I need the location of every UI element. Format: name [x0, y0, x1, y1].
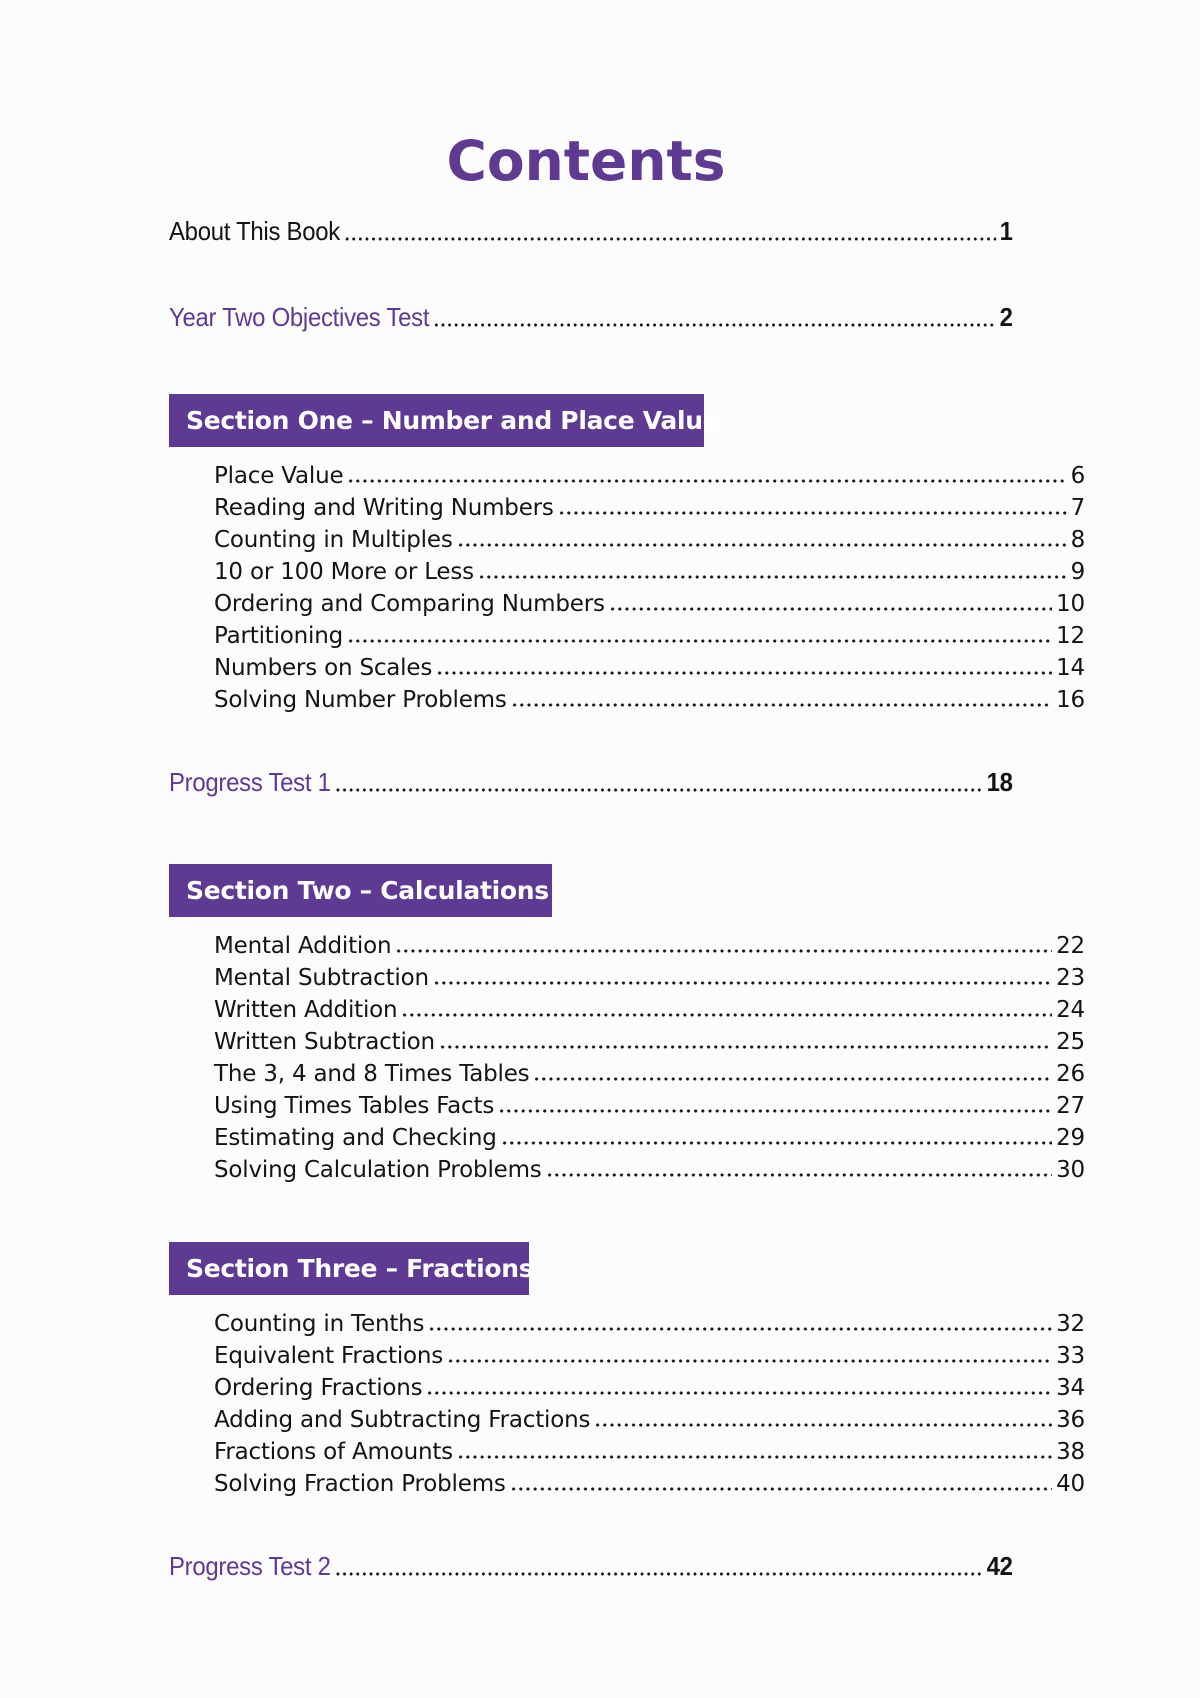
toc-entry-page: 14 [1056, 655, 1085, 681]
toc-entry-page: 40 [1056, 1471, 1085, 1497]
toc-entry[interactable] [214, 1471, 1085, 1497]
leader-dots [501, 1125, 1053, 1146]
toc-entry-label: The 3, 4 and 8 Times Tables [214, 1061, 530, 1087]
leader-dots [594, 1407, 1052, 1428]
toc-entry-label: Progress Test 2 [169, 1551, 331, 1581]
toc-entry-label: Numbers on Scales [214, 655, 433, 681]
toc-entry[interactable] [214, 591, 1085, 617]
toc-entry[interactable] [214, 997, 1085, 1023]
toc-entry-page: 26 [1056, 1061, 1085, 1087]
toc-entry-label: Written Addition [214, 997, 398, 1023]
toc-entry-about-this-book[interactable] [169, 216, 1013, 247]
toc-entry-page: 38 [1056, 1439, 1085, 1465]
toc-entry-label: Counting in Multiples [214, 527, 453, 553]
toc-entry-label: Place Value [214, 463, 344, 489]
leader-dots [533, 1061, 1052, 1082]
leader-dots [447, 1343, 1052, 1364]
toc-entry-page: 10 [1056, 591, 1085, 617]
toc-entry-page: 32 [1056, 1311, 1085, 1337]
leader-dots [457, 527, 1067, 548]
leader-dots [436, 655, 1052, 676]
toc-entry-page: 34 [1056, 1375, 1085, 1401]
toc-entry-label: Mental Addition [214, 933, 392, 959]
toc-entry-label: Solving Calculation Problems [214, 1157, 542, 1183]
toc-entry-label: Using Times Tables Facts [214, 1093, 495, 1119]
leader-dots [433, 305, 996, 328]
toc-entry-page: 1 [999, 216, 1013, 246]
toc-entry[interactable] [214, 687, 1085, 713]
leader-dots [510, 1471, 1052, 1492]
toc-entry-page: 33 [1056, 1343, 1085, 1369]
toc-entry[interactable] [214, 1061, 1085, 1087]
leader-dots [401, 997, 1052, 1018]
toc-entry-objectives-test[interactable] [169, 302, 1013, 333]
leader-dots [546, 1157, 1053, 1178]
page-title: Contents [446, 128, 726, 193]
toc-entry-label: Solving Number Problems [214, 687, 507, 713]
toc-entry-label: Ordering Fractions [214, 1375, 423, 1401]
section-header-two: Section Two – Calculations [169, 864, 552, 917]
toc-entry-page: 22 [1056, 933, 1085, 959]
leader-dots [395, 933, 1052, 954]
toc-entry-label: Fractions of Amounts [214, 1439, 453, 1465]
leader-dots [433, 965, 1052, 986]
toc-entry[interactable] [214, 495, 1085, 521]
toc-entry[interactable] [214, 1093, 1085, 1119]
toc-entry-page: 27 [1056, 1093, 1085, 1119]
toc-entry[interactable] [214, 527, 1085, 553]
toc-entry-page: 9 [1070, 559, 1085, 585]
toc-entry-label: Reading and Writing Numbers [214, 495, 554, 521]
toc-entry-label: Partitioning [214, 623, 344, 649]
toc-entry[interactable] [214, 559, 1085, 585]
toc-entry-label: Year Two Objectives Test [169, 302, 430, 332]
toc-entry-label: Counting in Tenths [214, 1311, 425, 1337]
toc-entry-page: 36 [1056, 1407, 1085, 1433]
toc-entry-progress-test-1[interactable] [169, 767, 1013, 798]
toc-entry-label: 10 or 100 More or Less [214, 559, 474, 585]
toc-entry-label: Progress Test 1 [169, 767, 331, 797]
leader-dots [558, 495, 1067, 516]
toc-entry-page: 29 [1056, 1125, 1085, 1151]
toc-entry-progress-test-2[interactable] [169, 1551, 1013, 1582]
toc-entry[interactable] [214, 1157, 1085, 1183]
section-header-three: Section Three – Fractions [169, 1242, 529, 1295]
toc-entry-page: 16 [1056, 687, 1085, 713]
toc-entry[interactable] [214, 655, 1085, 681]
toc-entry[interactable] [214, 463, 1085, 489]
leader-dots [439, 1029, 1052, 1050]
toc-entry-label: Solving Fraction Problems [214, 1471, 506, 1497]
toc-entry[interactable] [214, 1439, 1085, 1465]
toc-entry-label: Written Subtraction [214, 1029, 435, 1055]
toc-entry-page: 25 [1056, 1029, 1085, 1055]
leader-dots [334, 1554, 983, 1577]
toc-entry-page: 23 [1056, 965, 1085, 991]
leader-dots [428, 1311, 1052, 1332]
toc-entry-page: 30 [1056, 1157, 1085, 1183]
toc-entry-label: Mental Subtraction [214, 965, 429, 991]
leader-dots [344, 219, 996, 242]
toc-entry-page: 42 [986, 1551, 1013, 1581]
toc-entry[interactable] [214, 1407, 1085, 1433]
toc-entry-label: Ordering and Comparing Numbers [214, 591, 605, 617]
toc-entry[interactable] [214, 1343, 1085, 1369]
leader-dots [334, 770, 983, 793]
toc-entry-label: Estimating and Checking [214, 1125, 497, 1151]
leader-dots [457, 1439, 1052, 1460]
toc-entry[interactable] [214, 1375, 1085, 1401]
toc-entry-page: 18 [986, 767, 1013, 797]
leader-dots [498, 1093, 1052, 1114]
leader-dots [478, 559, 1067, 580]
toc-entry-page: 6 [1070, 463, 1085, 489]
toc-entry-label: Adding and Subtracting Fractions [214, 1407, 591, 1433]
toc-entry[interactable] [214, 1029, 1085, 1055]
leader-dots [511, 687, 1052, 708]
toc-entry[interactable] [214, 1311, 1085, 1337]
toc-entry[interactable] [214, 965, 1085, 991]
toc-entry-page: 2 [999, 302, 1013, 332]
toc-entry-page: 7 [1070, 495, 1085, 521]
toc-entry-label: Equivalent Fractions [214, 1343, 444, 1369]
toc-entry[interactable] [214, 1125, 1085, 1151]
leader-dots [347, 623, 1052, 644]
toc-entry-page: 8 [1070, 527, 1085, 553]
toc-entry-page: 12 [1056, 623, 1085, 649]
toc-entry-label: About This Book [169, 216, 340, 246]
section-header-one: Section One – Number and Place Value [169, 394, 704, 447]
leader-dots [347, 463, 1066, 484]
leader-dots [609, 591, 1052, 612]
toc-entry[interactable] [214, 623, 1085, 649]
toc-entry-page: 24 [1056, 997, 1085, 1023]
leader-dots [426, 1375, 1052, 1396]
toc-entry[interactable] [214, 933, 1085, 959]
